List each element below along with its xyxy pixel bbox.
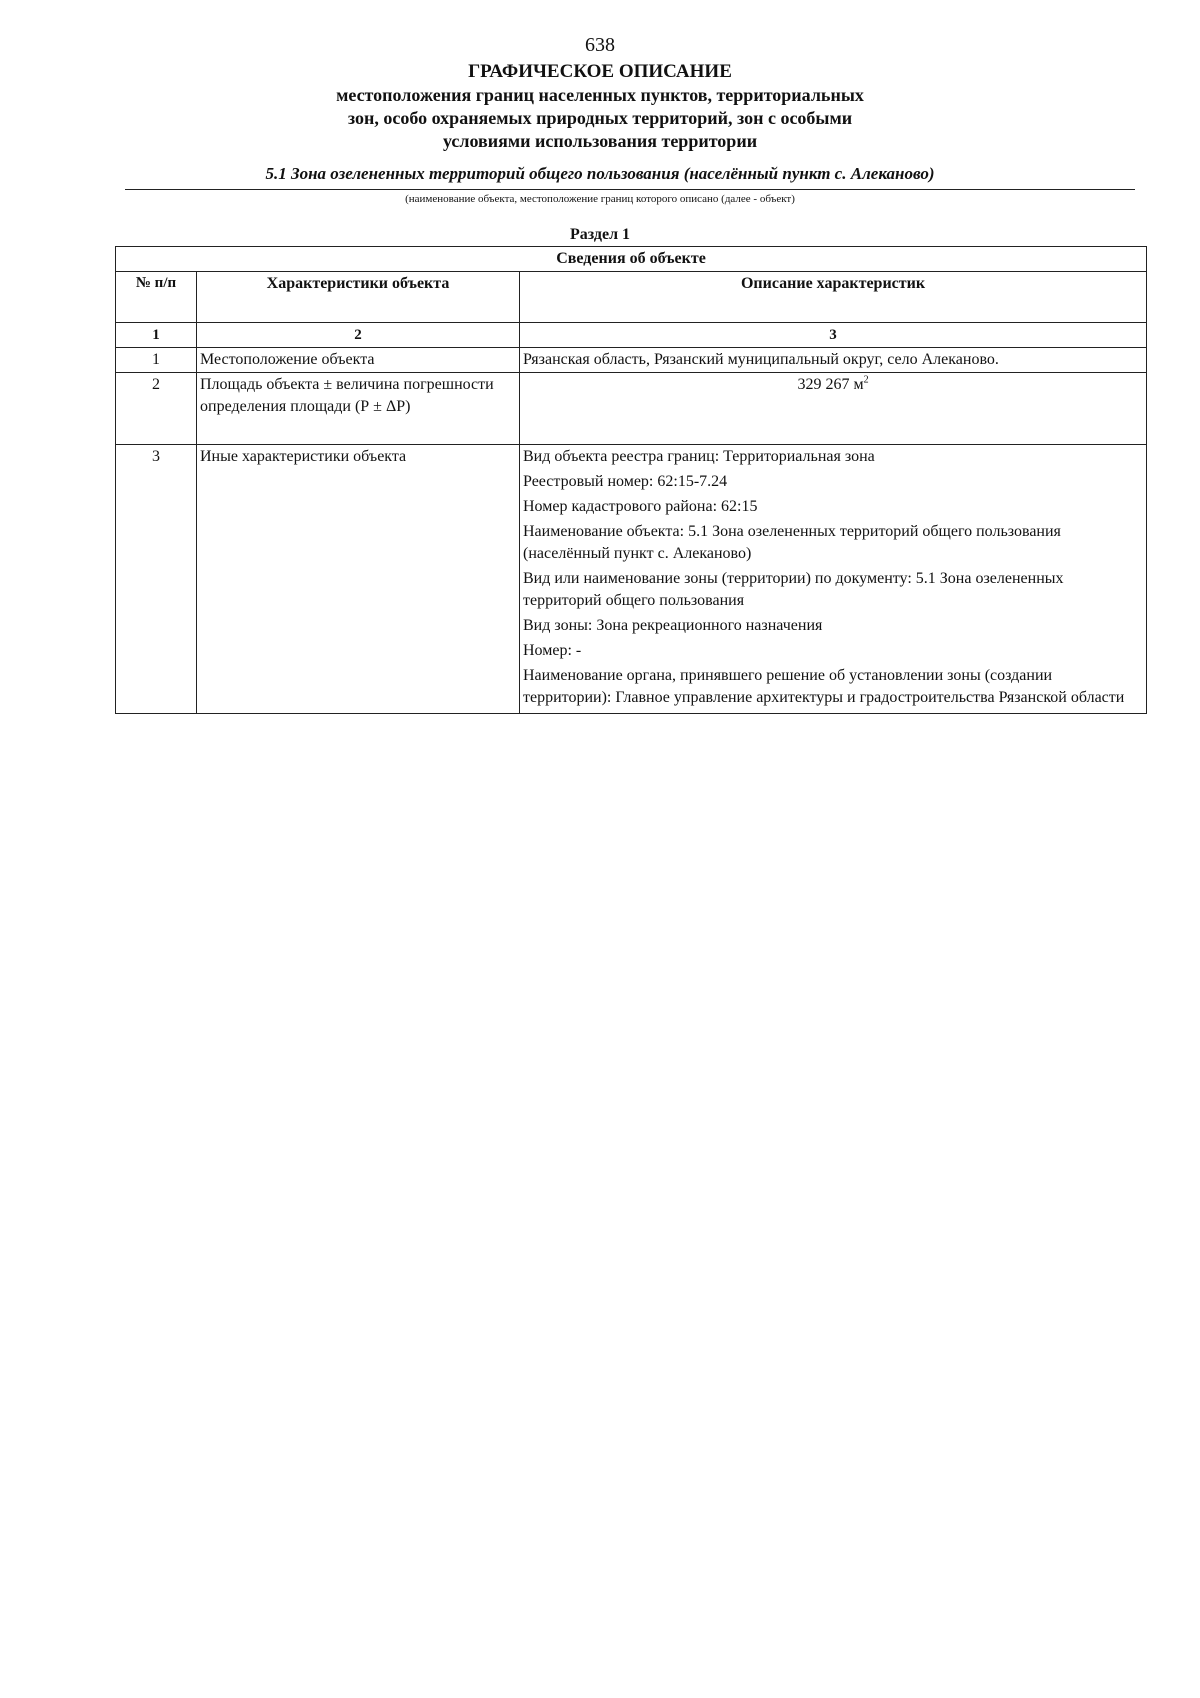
area-unit-power: 2	[863, 374, 869, 386]
document-subtitle-line: местоположения границ населенных пунктов, территориальных	[336, 85, 864, 105]
column-index: 3	[520, 323, 1147, 348]
document-title: ГРАФИЧЕСКОЕ ОПИСАНИЕ	[468, 61, 732, 82]
document-heading	[150, 60, 1050, 153]
row-description: Рязанская область, Рязанский муниципальный округ, село Алеканово.	[520, 348, 1147, 373]
document-subtitle-line: зон, особо охраняемых природных территорий, зон с особыми	[347, 108, 853, 128]
description-line: Номер: -	[523, 642, 582, 659]
document-subtitle-line: условиями использования территории	[442, 131, 758, 151]
column-index-row	[116, 323, 1147, 348]
column-index: 1	[116, 323, 197, 348]
column-index: 2	[197, 323, 520, 348]
row-number: 1	[116, 348, 197, 373]
object-name: 5.1 Зона озелененных территорий общего пользования (населённый пункт с. Алеканово)	[265, 164, 935, 183]
description-line: Наименование органа, принявшего решение об установлении зоны (создании территории): Главное управление архитектуры и градостроительства Рязанской области	[523, 667, 1125, 706]
table-row	[116, 373, 1147, 445]
row-characteristic: Местоположение объекта	[197, 348, 520, 373]
page-number: 638	[585, 34, 615, 56]
column-header-num: № п/п	[116, 272, 197, 323]
description-line: Вид зоны: Зона рекреационного назначения	[523, 617, 823, 634]
row-number: 3	[116, 445, 197, 714]
object-underline	[125, 189, 1135, 190]
table-row	[116, 348, 1147, 373]
column-header-description: Описание характеристик	[520, 272, 1147, 323]
column-header-characteristic: Характеристики объекта	[197, 272, 520, 323]
row-description	[520, 445, 1147, 714]
row-characteristic: Иные характеристики объекта	[197, 445, 520, 714]
section-title: Раздел 1	[569, 226, 631, 243]
row-characteristic: Площадь объекта ± величина погрешности определения площади (Р ± ΔР)	[197, 373, 520, 445]
table-row	[116, 445, 1147, 714]
area-value: 329 267 м	[797, 376, 864, 393]
description-line: Номер кадастрового района: 62:15	[523, 498, 758, 515]
description-line: Реестровый номер: 62:15-7.24	[523, 473, 728, 490]
object-caption: (наименование объекта, местоположение границ которого описано (далее - объект)	[405, 193, 795, 205]
table-caption-row	[116, 247, 1147, 272]
area-value-cell	[520, 373, 1147, 445]
row-number: 2	[116, 373, 197, 445]
table-caption: Сведения об объекте	[116, 247, 1147, 272]
object-info-table	[115, 246, 1147, 714]
description-line: Вид объекта реестра границ: Территориальная зона	[523, 448, 875, 465]
description-line: Наименование объекта: 5.1 Зона озелененных территорий общего пользования (населённый пункт с. Алеканово)	[523, 523, 1061, 562]
table-header-row	[116, 272, 1147, 323]
description-line: Вид или наименование зоны (территории) по документу: 5.1 Зона озелененных территорий общего пользования	[523, 570, 1064, 609]
